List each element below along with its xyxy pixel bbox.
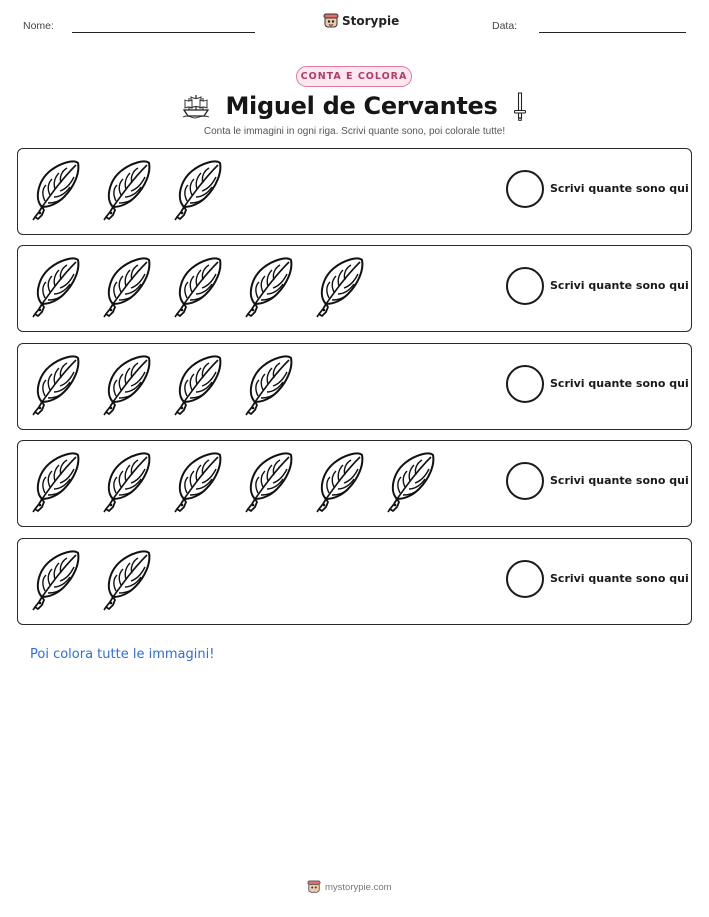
storypie-mascot-icon — [307, 880, 321, 894]
quill-feather-icon[interactable] — [30, 549, 82, 611]
answer-circle[interactable] — [506, 365, 544, 403]
page-title: Miguel de Cervantes — [225, 92, 498, 120]
feather-group — [30, 354, 295, 416]
name-line[interactable] — [72, 32, 255, 33]
name-label: Nome: — [23, 20, 54, 32]
quill-feather-icon[interactable] — [314, 256, 366, 318]
brand-logo — [323, 13, 399, 29]
quill-feather-icon[interactable] — [172, 354, 224, 416]
quill-feather-icon[interactable] — [243, 354, 295, 416]
quill-feather-icon[interactable] — [101, 549, 153, 611]
answer-label: Scrivi quante sono qui — [550, 182, 689, 195]
closing-note: Poi colora tutte le immagini! — [30, 647, 215, 662]
answer-circle[interactable] — [506, 560, 544, 598]
quill-feather-icon[interactable] — [172, 451, 224, 513]
quill-feather-icon[interactable] — [314, 451, 366, 513]
ship-icon — [181, 93, 211, 119]
counting-row — [17, 245, 692, 332]
quill-feather-icon[interactable] — [101, 159, 153, 221]
storypie-mascot-icon — [323, 13, 339, 29]
answer-label: Scrivi quante sono qui — [550, 474, 689, 487]
counting-row — [17, 538, 692, 625]
quill-feather-icon[interactable] — [101, 256, 153, 318]
answer-circle[interactable] — [506, 267, 544, 305]
date-label: Data: — [492, 20, 518, 32]
site-url: mystorypie.com — [325, 881, 392, 893]
counting-row — [17, 148, 692, 235]
counting-row — [17, 343, 692, 430]
answer-label: Scrivi quante sono qui — [550, 572, 689, 585]
quill-feather-icon[interactable] — [30, 451, 82, 513]
quill-feather-icon[interactable] — [172, 256, 224, 318]
quill-feather-icon[interactable] — [101, 451, 153, 513]
quill-feather-icon[interactable] — [243, 451, 295, 513]
instructions: Conta le immagini in ogni riga. Scrivi quante sono, poi colorale tutte! — [203, 126, 506, 137]
counting-row — [17, 440, 692, 527]
feather-group — [30, 549, 153, 611]
answer-label: Scrivi quante sono qui — [550, 377, 689, 390]
footer-site — [307, 880, 392, 894]
quill-feather-icon[interactable] — [385, 451, 437, 513]
date-line[interactable] — [539, 32, 686, 33]
answer-label: Scrivi quante sono qui — [550, 279, 689, 292]
quill-feather-icon[interactable] — [101, 354, 153, 416]
feather-group — [30, 256, 366, 318]
sword-icon — [512, 91, 528, 121]
activity-badge: CONTA E COLORA — [296, 66, 412, 87]
title-row — [0, 91, 709, 121]
brand-name: Storypie — [342, 14, 400, 28]
quill-feather-icon[interactable] — [30, 256, 82, 318]
answer-circle[interactable] — [506, 170, 544, 208]
quill-feather-icon[interactable] — [30, 354, 82, 416]
quill-feather-icon[interactable] — [243, 256, 295, 318]
quill-feather-icon[interactable] — [30, 159, 82, 221]
quill-feather-icon[interactable] — [172, 159, 224, 221]
feather-group — [30, 451, 437, 513]
answer-circle[interactable] — [506, 462, 544, 500]
feather-group — [30, 159, 224, 221]
